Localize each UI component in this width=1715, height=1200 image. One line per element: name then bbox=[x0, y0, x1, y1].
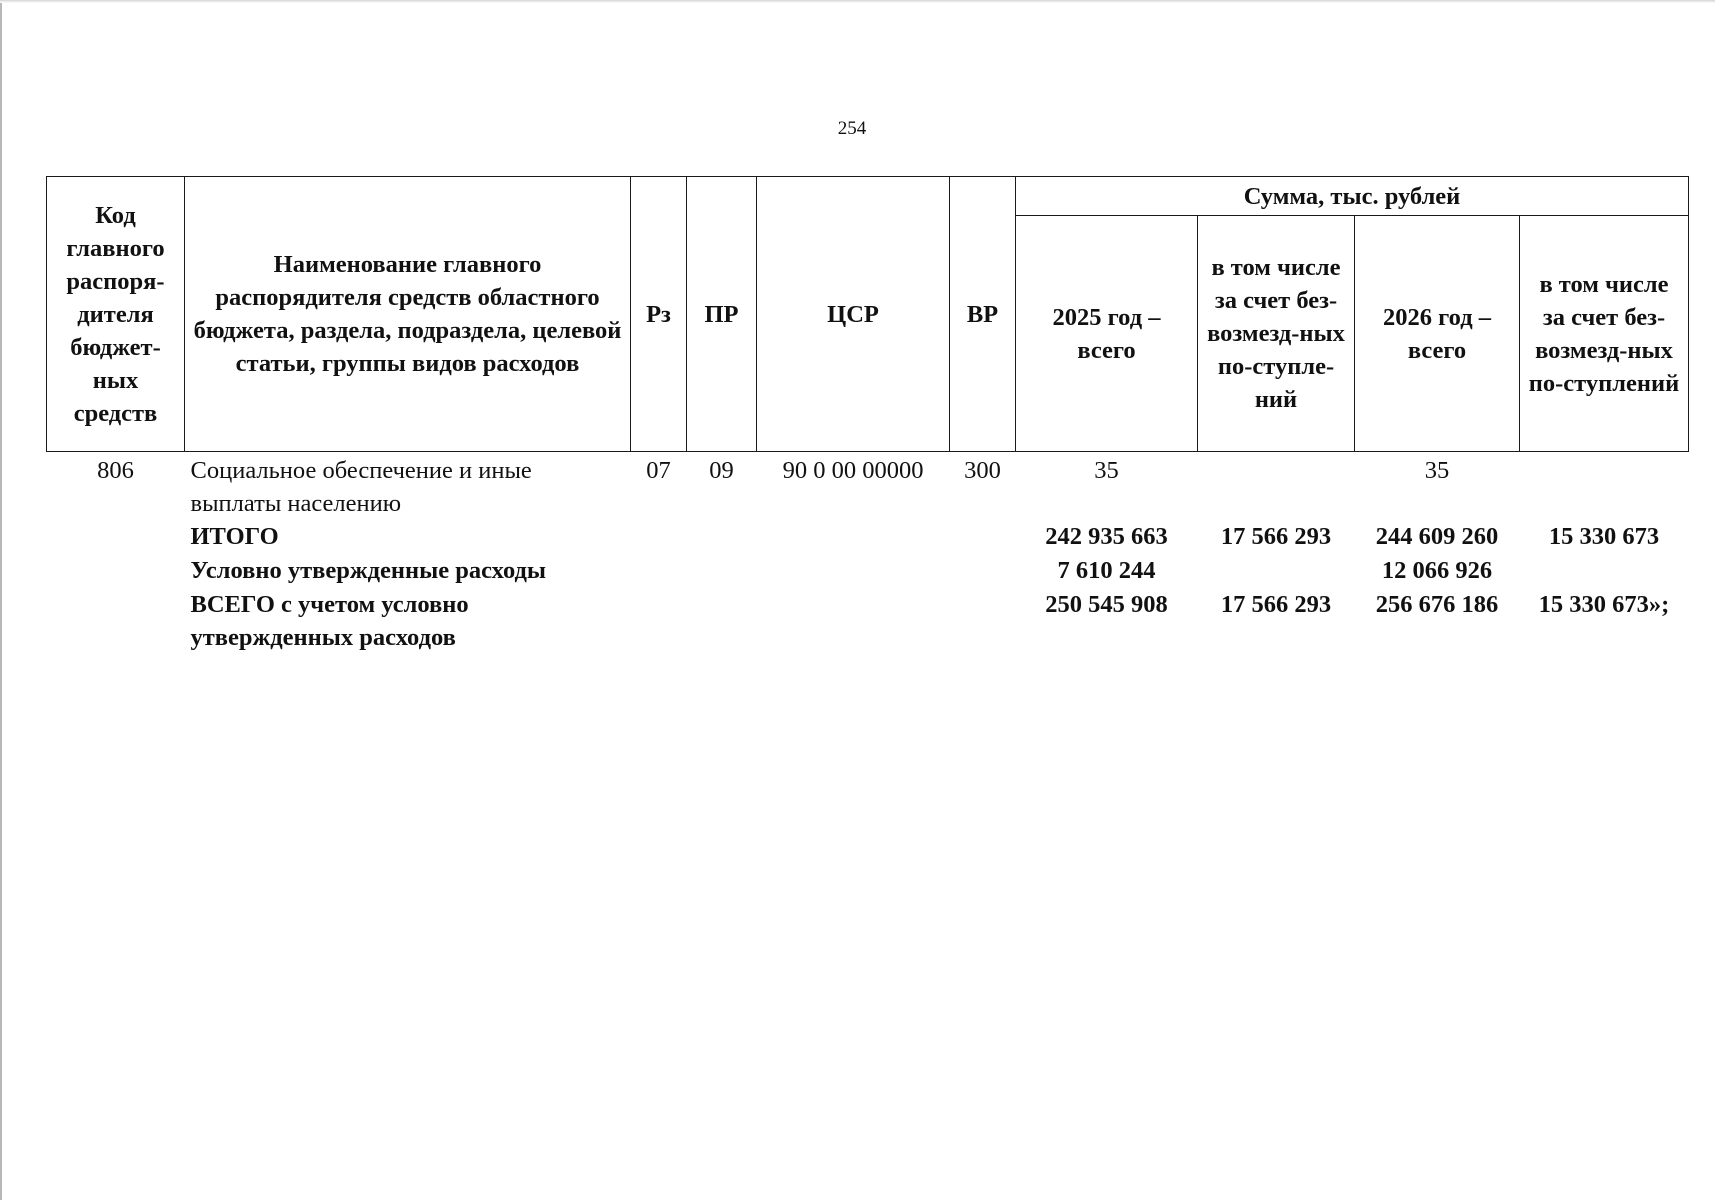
cell-empty bbox=[950, 588, 1016, 654]
cell-empty bbox=[757, 588, 950, 654]
cell-empty bbox=[47, 554, 185, 588]
cell-2026-grants: 15 330 673 bbox=[1548, 523, 1660, 550]
header-name: Наименование главного распорядителя средств областного бюджета, раздела, подраздела, целевой статьи, группы видов расходов bbox=[185, 177, 631, 452]
header-pr: ПР bbox=[687, 177, 757, 452]
header-rz: Рз bbox=[631, 177, 687, 452]
cell-2025-total: 35 bbox=[1094, 457, 1119, 484]
cell-2026-grants bbox=[1520, 554, 1689, 588]
scan-left-edge bbox=[0, 0, 2, 1200]
cell-2025-grants bbox=[1198, 554, 1355, 588]
cell-empty bbox=[687, 588, 757, 654]
total-row-itogo bbox=[47, 520, 1689, 554]
cell-2026-total: 244 609 260 bbox=[1375, 523, 1499, 550]
cell-empty bbox=[687, 520, 757, 554]
cell-empty bbox=[47, 520, 185, 554]
header-sum: Сумма, тыс. рублей bbox=[1016, 177, 1689, 216]
cell-2026-total: 256 676 186 bbox=[1375, 591, 1499, 618]
cell-code: 806 bbox=[97, 457, 134, 484]
cell-empty bbox=[950, 554, 1016, 588]
cell-empty bbox=[757, 520, 950, 554]
header-2026-grants: в том числе за счет без-возмезд-ных по-ступлений bbox=[1520, 216, 1689, 452]
cell-empty bbox=[47, 588, 185, 654]
cell-csr: 90 0 00 00000 bbox=[782, 457, 924, 484]
cell-rz: 07 bbox=[646, 457, 671, 484]
cell-2025-grants: 17 566 293 bbox=[1220, 591, 1332, 618]
cell-empty bbox=[631, 520, 687, 554]
table-body bbox=[47, 452, 1689, 655]
header-vr: ВР bbox=[950, 177, 1016, 452]
header-csr: ЦСР bbox=[757, 177, 950, 452]
scan-top-edge bbox=[0, 0, 1715, 3]
cell-2025-total: 250 545 908 bbox=[1045, 591, 1168, 618]
cell-pr: 09 bbox=[709, 457, 734, 484]
total-row-conditional bbox=[47, 554, 1689, 588]
cell-name: ВСЕГО с учетом условно утвержденных расходов bbox=[190, 591, 469, 651]
cell-vr: 300 bbox=[964, 457, 1001, 484]
cell-2026-grants: 15 330 673»; bbox=[1538, 591, 1670, 618]
cell-2025-grants bbox=[1198, 452, 1355, 521]
header-2025-total: 2025 год – всего bbox=[1016, 216, 1198, 452]
cell-name: Условно утвержденные расходы bbox=[190, 557, 547, 584]
budget-table bbox=[46, 176, 1689, 654]
cell-2026-total: 12 066 926 bbox=[1381, 557, 1493, 584]
table-row bbox=[47, 452, 1689, 521]
header-code: Код главного распоря-дителя бюджет-ных средств bbox=[47, 177, 185, 452]
cell-2025-grants: 17 566 293 bbox=[1220, 523, 1332, 550]
cell-2025-total: 7 610 244 bbox=[1057, 557, 1156, 584]
page-number: 254 bbox=[837, 118, 867, 139]
cell-name: ИТОГО bbox=[190, 523, 279, 550]
cell-empty bbox=[757, 554, 950, 588]
cell-2026-grants bbox=[1520, 452, 1689, 521]
header-2025-grants: в том числе за счет без-возмезд-ных по-ступле-ний bbox=[1198, 216, 1355, 452]
table-header bbox=[47, 177, 1689, 452]
cell-empty bbox=[631, 588, 687, 654]
cell-empty bbox=[950, 520, 1016, 554]
header-2026-total: 2026 год – всего bbox=[1355, 216, 1520, 452]
cell-empty bbox=[687, 554, 757, 588]
cell-empty bbox=[631, 554, 687, 588]
cell-2026-total: 35 bbox=[1424, 457, 1450, 484]
cell-2025-total: 242 935 663 bbox=[1045, 523, 1168, 550]
total-row-grand bbox=[47, 588, 1689, 654]
cell-name: Социальное обеспечение и иные выплаты населению bbox=[190, 457, 532, 517]
